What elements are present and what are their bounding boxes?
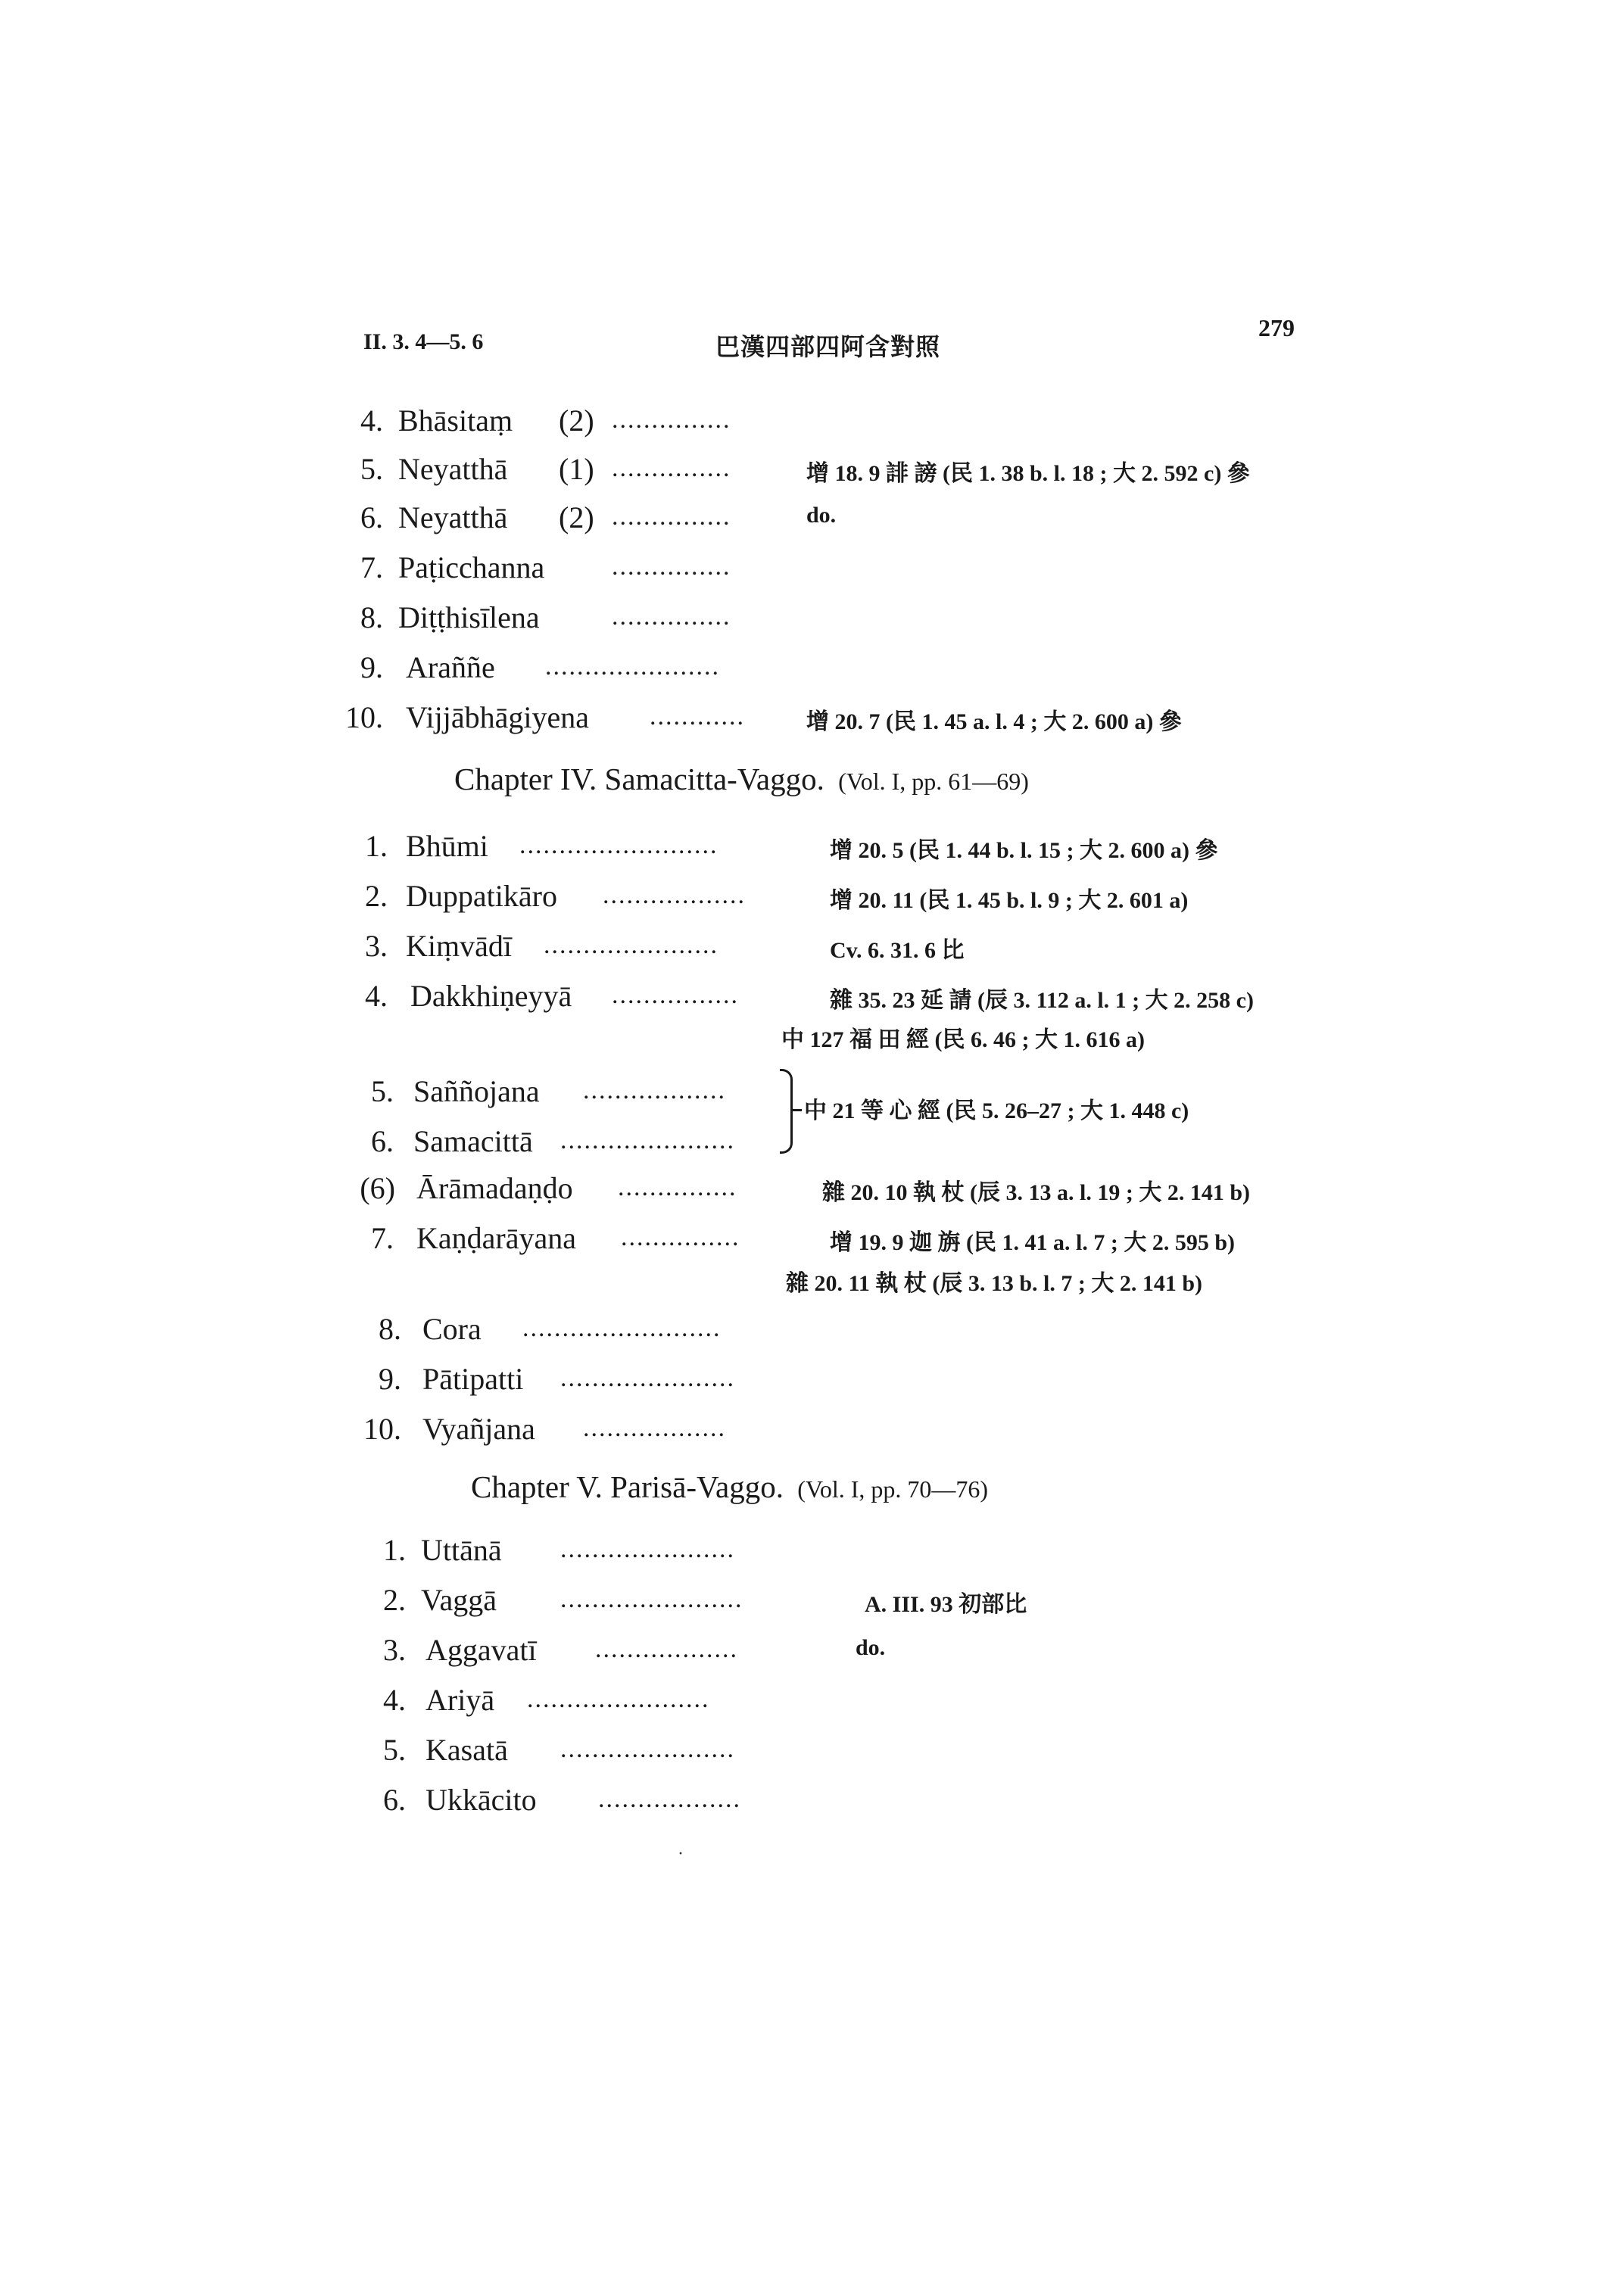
entry-title: Araññe [406,650,495,684]
cross-reference: 增 18. 9 誹 謗 (民 1. 38 b. l. 18 ; 大 2. 592 c) 參 [806,461,1250,486]
entry-number: 6. [371,1124,394,1158]
entry-number: 1. [365,829,388,863]
entry-title: Neyatthā [398,500,508,534]
grouped-cross-reference: 中 21 等 心 經 (民 5. 26–27 ; 大 1. 448 c) [804,1098,1189,1123]
leader-dots: .................. [598,1785,741,1813]
chapter-title: Chapter V. Parisā-Vaggo. [471,1469,784,1504]
entry-number: 6. [383,1783,406,1817]
chapter-v-heading [471,1469,988,1505]
leader-dots: ............... [618,1173,737,1201]
leader-dots: ...................... [560,1735,735,1763]
entry-title: Kaṇḍarāyana [416,1221,576,1255]
leader-dots: ...................... [560,1535,735,1563]
entry-note: (2) [559,500,594,534]
leader-dots: .................. [595,1635,738,1663]
leader-dots: ............... [612,553,731,581]
leader-dots: .................. [603,881,746,909]
entry-title: Uttānā [421,1533,502,1567]
leader-dots: ...................... [560,1364,735,1392]
entry-number: 5. [383,1733,406,1767]
entry-number: 4. [360,403,383,438]
cross-reference: Cv. 6. 31. 6 比 [830,938,965,963]
volume-reference: (Vol. I, pp. 61—69) [838,768,1029,795]
grouping-brace-tip [793,1109,802,1111]
entry-title: Cora [422,1312,482,1346]
entry-number: 7. [371,1221,394,1255]
volume-reference: (Vol. I, pp. 70—76) [797,1475,989,1503]
leader-dots: ............... [612,454,731,482]
entry-note: (1) [559,452,594,486]
entry-title: Diṭṭhisīlena [398,600,540,634]
entry-number: 9. [360,650,383,684]
chapter-title: Chapter IV. Samacitta-Vaggo. [454,762,824,796]
leader-dots: ...................... [545,653,720,681]
leader-dots: ....................... [560,1585,743,1613]
cross-reference: 增 20. 7 (民 1. 45 a. l. 4 ; 大 2. 600 a) 參 [806,709,1182,734]
entry-note: (2) [559,403,594,438]
leader-dots: ......................... [519,831,718,859]
entry-number: 2. [383,1583,406,1617]
leader-dots: ............... [612,406,731,434]
entry-title: Dakkhiṇeyyā [410,979,572,1013]
entry-title: Kasatā [425,1733,508,1767]
entry-title: Ārāmadaṇḍo [416,1171,573,1205]
entry-title: Vyañjana [422,1412,535,1446]
entry-number: 3. [365,929,388,963]
leader-dots: ...................... [560,1126,735,1154]
entry-title: Aggavatī [425,1633,537,1667]
leader-dots: .................. [583,1076,726,1104]
entry-title: Neyatthā [398,452,508,486]
entry-title: Samacittā [413,1124,533,1158]
cross-reference: 增 19. 9 迦 旃 (民 1. 41 a. l. 7 ; 大 2. 595 b) [830,1230,1235,1255]
entry-title: Kiṃvādī [406,929,512,963]
entry-number: 3. [383,1633,406,1667]
page-number: 279 [1258,314,1295,341]
leader-dots: ................ [612,981,739,1009]
running-head [363,314,1295,360]
entry-number: (6) [360,1171,395,1205]
grouping-brace [780,1069,793,1154]
entry-title: Ukkācito [425,1783,537,1817]
book-title: 巴漢四部四阿含對照 [715,333,941,360]
entry-title: Saññojana [413,1074,540,1108]
leader-dots: .................. [583,1414,726,1442]
leader-dots: ............... [621,1223,740,1251]
leader-dots: ......................... [522,1314,722,1342]
entry-number: 8. [360,600,383,634]
entry-title: Bhāsitaṃ [398,403,513,438]
cross-reference: A. III. 93 初部比 [865,1592,1027,1617]
leader-dots: ............ [650,703,745,731]
cross-reference: do. [856,1635,886,1660]
entry-number: 2. [365,879,388,913]
entry-title: Paṭicchanna [398,550,545,584]
entry-title: Ariyā [425,1683,495,1717]
entry-number: 9. [379,1362,401,1396]
cross-reference-secondary: 中 127 福 田 經 (民 6. 46 ; 大 1. 616 a) [781,1027,1145,1052]
cross-reference: 增 20. 11 (民 1. 45 b. l. 9 ; 大 2. 601 a) [830,888,1189,913]
entry-number: 4. [365,979,388,1013]
entry-title: Bhūmi [406,829,488,863]
entry-number: 7. [360,550,383,584]
entry-number: 6. [360,500,383,534]
entry-title: Vijjābhāgiyena [406,700,589,734]
entry-title: Pātipatti [422,1362,524,1396]
entry-number: 8. [379,1312,401,1346]
entry-title: Duppatikāro [406,879,557,913]
cross-reference: do. [806,503,837,528]
cross-reference: 增 20. 5 (民 1. 44 b. l. 15 ; 大 2. 600 a) 參 [830,838,1218,863]
entry-title: Vaggā [421,1583,497,1617]
scan-speck: · [678,1844,684,1864]
entry-number: 4. [383,1683,406,1717]
chapter-iv-heading [454,761,1029,797]
entry-number: 5. [360,452,383,486]
leader-dots: ............... [612,503,731,531]
cross-reference: 雜 20. 10 執 杖 (辰 3. 13 a. l. 19 ; 大 2. 141 b) [822,1180,1250,1205]
leader-dots: ....................... [527,1685,710,1713]
leader-dots: ...................... [544,931,718,959]
leader-dots: ............... [612,603,731,631]
entry-number: 10. [363,1412,401,1446]
section-reference: II. 3. 4—5. 6 [363,329,484,354]
cross-reference-secondary: 雜 20. 11 執 杖 (辰 3. 13 b. l. 7 ; 大 2. 141 b) [786,1271,1203,1296]
entry-number: 10. [345,700,383,734]
cross-reference: 雜 35. 23 延 請 (辰 3. 112 a. l. 1 ; 大 2. 258 c) [830,988,1254,1013]
entry-number: 1. [383,1533,406,1567]
entry-number: 5. [371,1074,394,1108]
